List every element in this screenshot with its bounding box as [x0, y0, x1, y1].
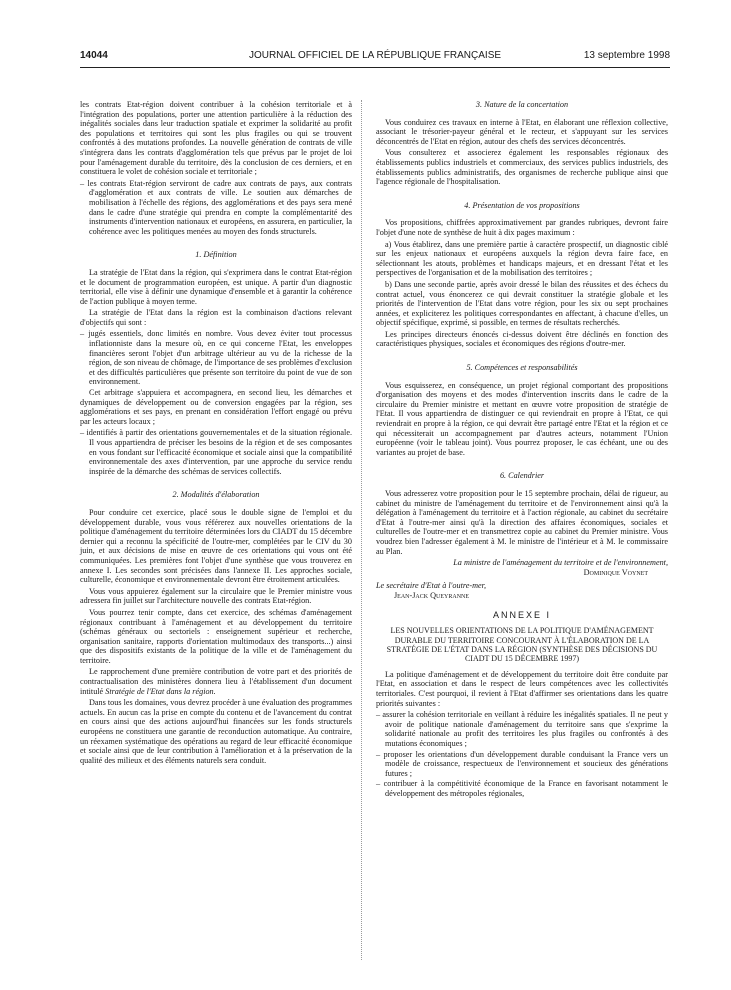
section-title-calendrier: 6. Calendrier [499, 471, 545, 481]
paragraph: b) Dans une seconde partie, après avoir dressé le bilan des réussites et des échecs du contrat actuel, vous énoncerez ce qui devrait constituer la stratégie globale et les priorités de l'intervention de l'Etat dans votre région, pour les six ou sept prochaines années, et expliciterez les politiques correspondantes en affectant, à chacune d'elles, un objectif spécifique, exprimé, si possible, en termes de résultats recherchés. [376, 279, 668, 328]
page-header [80, 50, 670, 66]
document-title: Stratégie de l'Etat dans la région. [105, 686, 216, 696]
intro-dash-item: – les contrats Etat-région serviront de cadre aux contrats de pays, aux contrats d'agglomération et aux contrats de ville. Le soutien aux démarches de mobilisation à l'échelle des régions, des agglomérations et des pays sera mené dans le cadre d'une stratégie qui prendra en compte la complémentarité des instruments d'intervention nationaux et européens, en assurera, en particulier, la cohérence avec les politiques menées au moyen des fonds structurels. [80, 178, 352, 236]
paragraph: Vous pourrez tenir compte, dans cet exercice, des schémas d'aménagement régionaux contribuant à l'aménagement et au développement du territoire (schémas généraux ou sectoriels : enseignement supérieur et recherche, organisation sanitaire, rapports d'orientation multimodaux des transports...) ainsi que des dispositifs existants de la politique de la ville et de l'aménagement du territoire. [80, 607, 352, 665]
paragraph: La stratégie de l'Etat dans la région, qui s'exprimera dans le contrat Etat-région et le document de programmation européen, est unique. A partir d'un diagnostic territorial, elle vise à définir une dynamique d'ensemble et à garantir la cohérence de l'action publique à moyen terme. [80, 267, 352, 306]
paragraph [80, 667, 352, 696]
dash-item: – identifiés à partir des orientations gouvernementales et de la situation régionale. Il vous appartiendra de préciser les besoins de la région et de ses composantes en vous fondant sur l'efficacité économique et sociale ainsi que la compatibilité environnementale des axes d'intervention, par une approche du service rendu inspirée de la démarche des schémas de services collectifs. [80, 428, 352, 476]
section-title-definition: 1. Définition [195, 250, 237, 260]
paragraph: La politique d'aménagement et de développement du territoire doit être conduite par l'Etat, en association et dans le respect de leurs compétences avec les collectivités territoriales. C'est pourquoi, il revient à l'Etat d'affirmer ses orientations dans les quatre priorités suivantes : [376, 669, 668, 708]
publication-date: 13 septembre 1998 [583, 50, 670, 61]
paragraph: a) Vous établirez, dans une première partie à caractère prospectif, un diagnostic ciblé sur les enjeux nationaux et européens auxquels la région devra faire face, en sélectionnant les atouts, problèmes et handicaps majeurs, et en dressant l'état et les perspectives de l'organisation et de la mobilisation des territoires ; [376, 239, 668, 278]
section-title-modalites: 2. Modalités d'élaboration [172, 490, 260, 500]
signatory-role: Le secrétaire d'Etat à l'outre-mer, [376, 581, 486, 591]
paragraph: Les principes directeurs énoncés ci-dessus doivent être déclinés en fonction des caractéristiques physiques, sociales et économiques des régions d'outre-mer. [376, 329, 668, 349]
left-column [80, 100, 352, 767]
signatory-name: Dominique Voynet [583, 567, 648, 577]
paragraph: Vous conduirez ces travaux en interne à l'Etat, en élaborant une réflexion collective, associant le trésorier-payeur général et le recteur, et s'appuyant sur les services déconcentrés de l'Etat en région, autour des chefs des services déconcentrés. [376, 117, 668, 146]
paragraph: Pour conduire cet exercice, placé sous le double signe de l'emploi et du développement durable, vous vous référerez aux nouvelles orientations de la politique d'aménagement du territoire déterminées lors du CIADT du 15 décembre dernier qui a reconnu la spécificité de l'outre-mer, complétées par le CIV du 30 juin, et aux décisions de mise en œuvre de ces orientations qui vous ont été communiquées. Les premières font l'objet d'une synthèse que vous trouverez en annexe I. Les secondes sont précisées dans l'annexe II. Les approches sociale, culturelle, économique et environnementale devront être étroitement articulées. [80, 507, 352, 585]
dash-item: – assurer la cohésion territoriale en veillant à réduire les inégalités spatiales. Il ne peut y avoir de politique nationale d'aménagement du territoire sans que s'exprime la solidarité nationale au profit des territoires les plus fragiles ou confrontés à des mutations économiques ; [376, 710, 668, 748]
section-title-presentation: 4. Présentation de vos propositions [464, 200, 580, 210]
signatory-name: Jean-Jack Queyranne [394, 590, 470, 600]
annex-title: LES NOUVELLES ORIENTATIONS DE LA POLITIQUE D'AMÉNAGEMENT DURABLE DU TERRITOIRE CONCOURANT À L'ÉLABORATION DE LA STRATÉGIE DE L'ÉTAT DANS LA RÉGION (SYNTHÈSE DES DÉCISIONS DU CIADT DU 15 DÉCEMBRE 1997) [386, 626, 658, 664]
paragraph-text: Le rapprochement d'une première contribution de votre part et des priorités de contractualisation des ministères donnera lieu à l'établissement d'un document intitulé [80, 667, 352, 696]
paragraph: Vous adresserez votre proposition pour le 15 septembre prochain, délai de rigueur, au cabinet du ministre de l'aménagement du territoire et de l'environnement ainsi qu'à la délégation à l'aménagement du territoire et à l'action régionale, au cabinet du secrétaire d'Etat à l'outre-mer ainsi qu'à la direction des affaires économiques, sociales et culturelles de l'outre-mer et en transmettrez copie au cabinet du Premier ministre. Vous voudrez bien l'adresser également à M. le ministre de l'intérieur et à M. le commissaire au Plan. [376, 489, 668, 556]
paragraph: Vos propositions, chiffrées approximativement par grandes rubriques, devront faire l'objet d'une note de synthèse de huit à dix pages maximum : [376, 218, 668, 237]
dash-item: – jugés essentiels, donc limités en nombre. Vous devez éviter tout processus inflationniste dans la mesure où, en ce qui concerne l'Etat, les enveloppes financières seront l'objet d'un arbitrage ultérieur au vu de la richesse de la région, de son niveau de chômage, de l'importance de ses problèmes d'exclusion et des difficultés particulières que présente son territoire du point de vue de son environnement. [80, 329, 352, 387]
paragraph: Cet arbitrage s'appuiera et accompagnera, en second lieu, les démarches et dynamiques de développement ou de conversion engagées par la région, ses agglomérations et ses pays, en prenant en considération l'effort engagé ou prévu par les acteurs locaux ; [80, 388, 352, 426]
paragraph: La stratégie de l'Etat dans la région est la combinaison d'actions relevant d'objectifs qui sont : [80, 308, 352, 327]
dash-item: – contribuer à la compétitivité économique de la France en favorisant notamment le développement des métropoles régionales, [376, 779, 668, 798]
paragraph: Dans tous les domaines, vous devrez procéder à une évaluation des programmes actuels. En aucun cas la prise en compte du contenu et de l'avancement du contrat en cours ainsi que des actions aujourd'hui financées sur les fonds structurels européens ne constituera une garantie de reconduction automatique. Au contraire, un réexamen systématique des opérations au regard de leur efficacité économique et sociale ainsi que de leur contribution à l'amélioration et à la préservation de la qualité des milieux et des éléments naturels sera conduit. [80, 698, 352, 765]
annex-label: ANNEXE I [492, 609, 551, 620]
dash-item: – proposer les orientations d'un développement durable conduisant la France vers un modèle de croissance, respectueux de l'environnement et soucieux des générations futures ; [376, 749, 668, 778]
section-title-competences: 5. Compétences et responsabilités [466, 363, 578, 373]
section-title-concertation: 3. Nature de la concertation [475, 100, 569, 109]
page-number: 14044 [80, 50, 108, 61]
paragraph: Vous consulterez et associerez également les responsables régionaux des établissements publics industriels et commerciaux, des services publics industriels, des établissements publics administratifs, des organismes de recherche publique ainsi que l'agence régionale de l'hospitalisation. [376, 148, 668, 187]
journal-title: JOURNAL OFFICIEL DE LA RÉPUBLIQUE FRANÇAISE [248, 50, 502, 61]
right-column [376, 100, 668, 799]
column-divider [361, 100, 362, 960]
paragraph: Vous esquisserez, en conséquence, un projet régional comportant des propositions d'organisation des moyens et des modes d'intervention inscrits dans le cadre de la circulaire du Premier ministre et mettant en œuvre votre proposition de stratégie de l'Etat. Il vous appartiendra de distinguer ce qui reviendrait en propre à l'Etat, ce qui reviendrait en propre à la région, ce qui devrait être partagé entre l'Etat et la région et ce qui nécessiterait un accompagnement par d'autres acteurs, notamment l'Union européenne (voir le tableau joint). Vous pourrez proposer, le cas échéant, une ou des variantes au projet de base. [376, 380, 668, 457]
signatory-role: La ministre de l'aménagement du territoire et de l'environnement, [453, 558, 668, 568]
paragraph: Vous vous appuierez également sur la circulaire que le Premier ministre vous adressera fin juillet sur l'architecture nouvelle des contrats Etat-région. [80, 586, 352, 606]
intro-paragraph: les contrats Etat-région doivent contribuer à la cohésion territoriale et à l'intégration des populations, porter une attention particulière à la réduction des inégalités sociales dans leur traduction spatiale et exprimer la solidarité au profit des populations et territoires qui sont les plus fragiles ou qui se trouvent confrontés à des mutations profondes. La nouvelle génération de contrats de ville s'intégrera dans les contrats d'agglomération tels que prévus par le projet de loi pour l'aménagement durable du territoire, dès la conclusion de ces derniers, et en constituera le volet de cohésion sociale et territoriale ; [80, 100, 352, 177]
header-rule [80, 67, 670, 68]
